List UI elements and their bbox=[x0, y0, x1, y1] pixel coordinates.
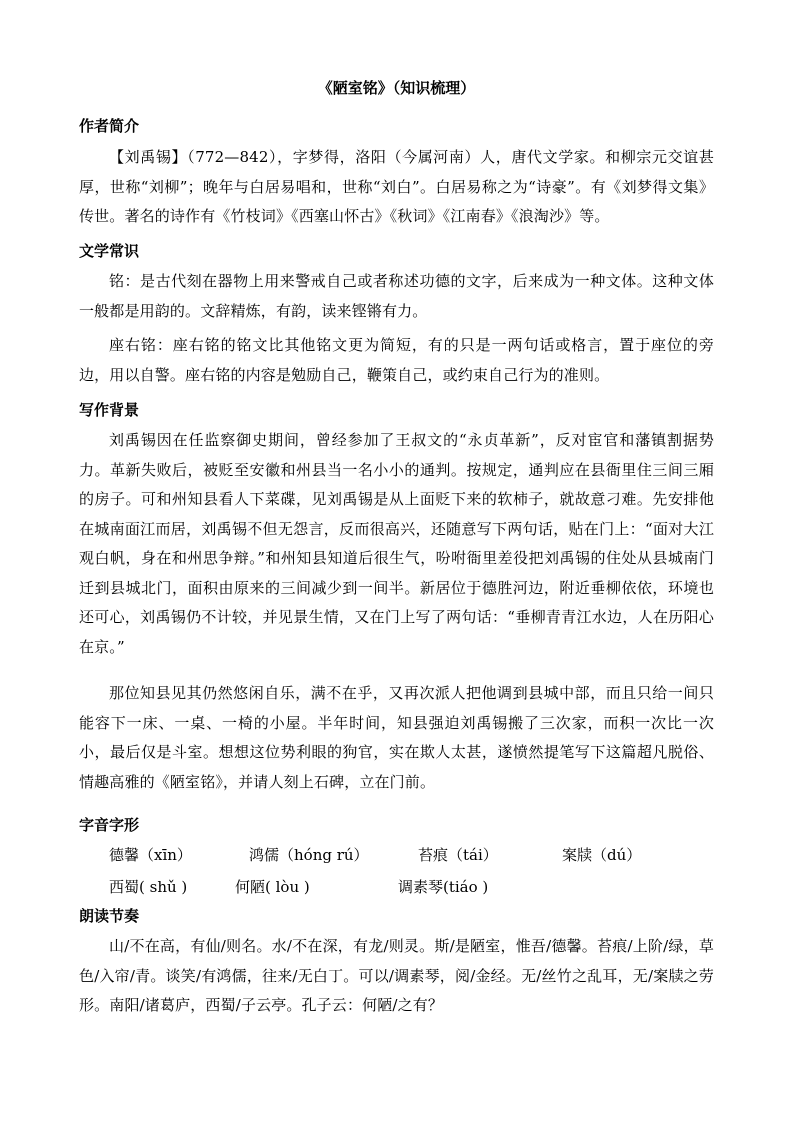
heading-background: 写作背景 bbox=[79, 401, 140, 419]
heading-author: 作者简介 bbox=[79, 117, 140, 135]
author-paragraph: 【刘禹锡】（772—842），字梦得，洛阳（今属河南）人，唐代文学家。和柳宗元交谊甚厚，世称“刘柳”；晚年与白居易唱和，世称“刘白”。白居易称之为“诗豪”。有《刘梦得文集》传世。著名的诗作有《竹枝词》《西塞山怀古》《秋词》《江南春》《浪淘沙》等。 bbox=[79, 148, 714, 225]
rhythm-paragraph: 山/不在高，有仙/则名。水/不在深，有龙/则灵。斯/是陋室，惟吾/德馨。苔痕/上阶/绿，草色/入帘/青。谈笑/有鸿儒，往来/无白丁。可以/调素琴，阅/金经。无/丝竹之乱耳，无/案牍之劳形。南阳/诸葛庐，西蜀/子云亭。孔子云：何陋/之有？ bbox=[79, 937, 714, 1014]
vocab-item: 西蜀( shǔ ) bbox=[109, 878, 188, 896]
vocab-item: 鸿儒（hóng rú） bbox=[249, 846, 369, 864]
vocab-item: 苔痕（tái） bbox=[418, 846, 498, 864]
heading-pronunciation: 字音字形 bbox=[79, 816, 140, 834]
vocab-item: 案牍（dú） bbox=[562, 846, 642, 864]
literature-paragraph-zuoyouming: 座右铭：座右铭的铭文比其他铭文更为简短，有的只是一两句话或格言，置于座位的旁边，用以自警。座右铭的内容是勉励自己，鞭策自己，或约束自己行为的准则。 bbox=[79, 336, 714, 384]
heading-literature: 文学常识 bbox=[79, 242, 140, 260]
vocab-item: 德馨（xīn） bbox=[109, 846, 192, 864]
vocab-item: 何陋( lòu ) bbox=[235, 878, 310, 896]
vocab-item: 调素琴(tiáo ) bbox=[398, 878, 489, 896]
document-title: 《陋室铭》（知识梳理） bbox=[317, 79, 476, 97]
background-paragraph-2: 那位知县见其仍然悠闲自乐，满不在乎，又再次派人把他调到县城中部，而且只给一间只能容下一床、一桌、一椅的小屋。半年时间，知县强迫刘禹锡搬了三次家，而积一次比一次小，最后仅是斗室。想想这位势利眼的狗官，实在欺人太甚，遂愤然提笔写下这篇超凡脱俗、情趣高雅的《陋室铭》，并请人刻上石碑，立在门前。 bbox=[79, 684, 714, 791]
literature-paragraph-ming: 铭：是古代刻在器物上用来警戒自己或者称述功德的文字，后来成为一种文体。这种文体一般都是用韵的。文辞精炼，有韵，读来铿锵有力。 bbox=[79, 272, 714, 320]
heading-rhythm: 朗读节奏 bbox=[79, 907, 140, 925]
background-paragraph-1: 刘禹锡因在任监察御史期间，曾经参加了王叔文的“永贞革新”，反对宦官和藩镇割据势力。革新失败后，被贬至安徽和州县当一名小小的通判。按规定，通判应在县衙里住三间三厢的房子。可和州知县看人下菜碟，见刘禹锡是从上面贬下来的软柿子，就故意刁难。先安排他在城南面江而居，刘禹锡不但无怨言，反而很高兴，还随意写下两句话，贴在门上：“面对大江观白帆，身在和州思争辩。”和州知县知道后很生气，吩咐衙里差役把刘禹锡的住处从县城南门迁到县城北门，面积由原来的三间减少到一间半。新居位于德胜河边，附近垂柳依依，环境也还可心，刘禹锡仍不计较，并见景生情，又在门上写了两句话：“垂柳青青江水边，人在历阳心在京。” bbox=[79, 431, 714, 656]
